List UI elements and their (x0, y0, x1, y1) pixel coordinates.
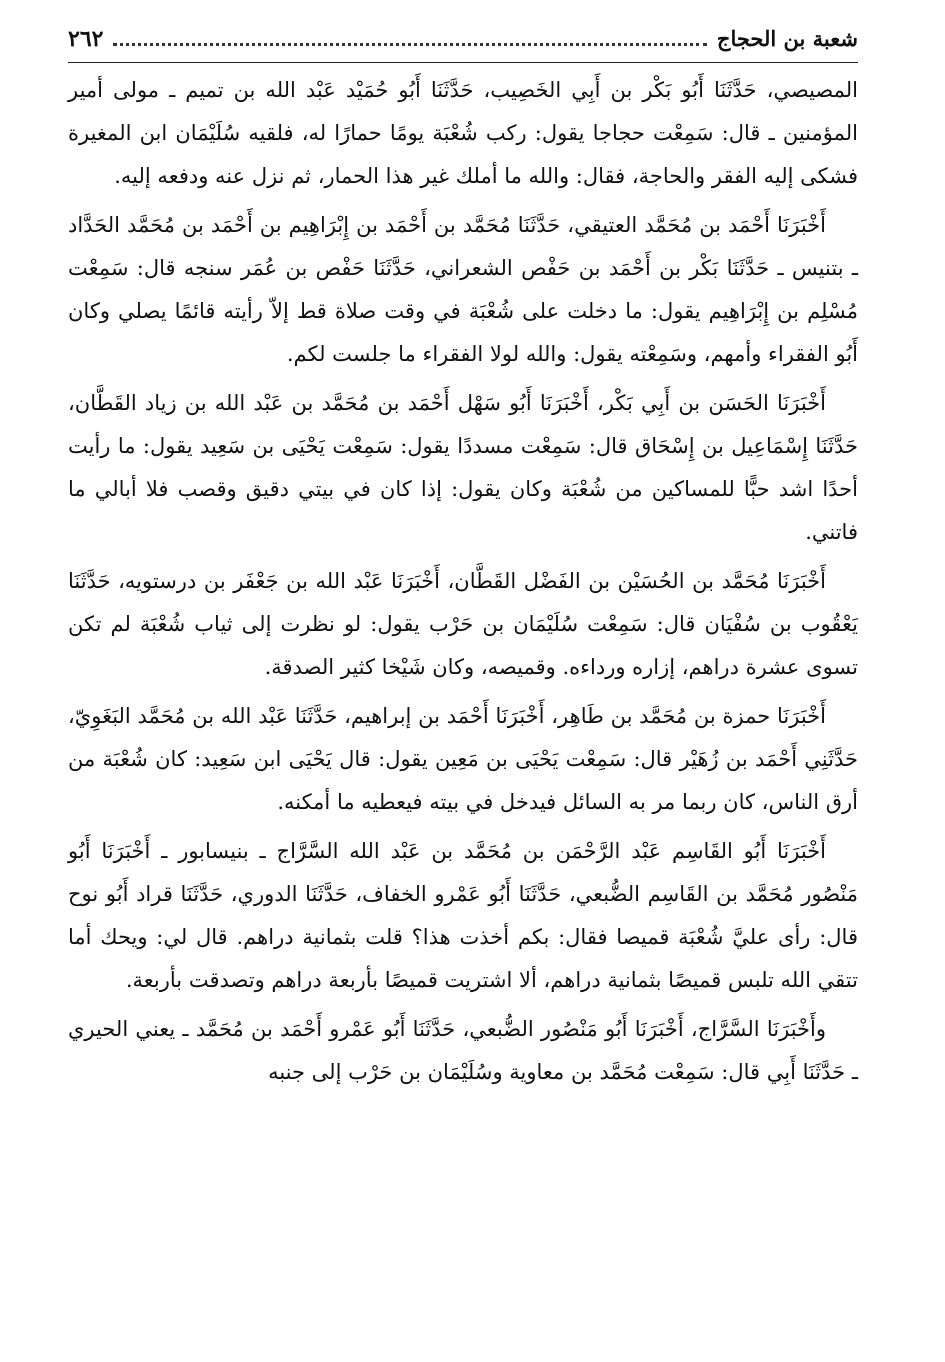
page-number: ٢٦٢ (68, 26, 104, 52)
paragraph-3: أَخْبَرَنَا الحَسَن بن أَبِي بَكْر، أَخْبَرَنَا أَبُو سَهْل أَحْمَد بن مُحَمَّد بن عَبْد الله بن زياد القَطَّان، حَدَّثَنَا إِسْمَاعِيل بن إِسْحَاق قال: سَمِعْت مسددًا يقول: سَمِعْت يَحْيَى بن سَعِيد يقول: ما رأيت أحدًا اشد حبًّا للمساكين من شُعْبَة وكان يقول: إذا كان في بيتي دقيق وقصب فلا أبالي ما فاتني. (68, 391, 858, 544)
paragraph-5: أَخْبَرَنَا حمزة بن مُحَمَّد بن طَاهِر، أَخْبَرَنَا أَحْمَد بن إبراهيم، حَدَّثَنَا عَبْد الله بن مُحَمَّد البَغَوِيّ، حَدَّثَنِي أَحْمَد بن زُهَيْر قال: سَمِعْت يَحْيَى بن مَعِين يقول: قال يَحْيَى ابن سَعِيد: كان شُعْبَة من أرق الناس، كان ربما مر به السائل فيدخل في بيته فيعطيه ما أمكنه. (68, 704, 858, 814)
paragraph-4: أَخْبَرَنَا مُحَمَّد بن الحُسَيْن بن الفَضْل القَطَّان، أَخْبَرَنَا عَبْد الله بن جَعْفَر بن درستويه، حَدَّثَنَا يَعْقُوب بن سُفْيَان قال: سَمِعْت سُلَيْمَان بن حَرْب يقول: لو نظرت إلى ثياب شُعْبَة لم تكن تسوى عشرة دراهم، إزاره ورداءه. وقميصه، وكان شَيْخا كثير الصدقة. (68, 569, 858, 679)
paragraph-6: أَخْبَرَنَا أَبُو القَاسِم عَبْد الرَّحْمَن بن مُحَمَّد بن عَبْد الله السَّرَّاج ـ بنيسابور ـ أَخْبَرَنَا أَبُو مَنْصُور مُحَمَّد بن القَاسِم الضُّبعي، حَدَّثَنَا أَبُو عَمْرو الخفاف، حَدَّثَنَا الدوري، حَدَّثَنَا قراد أَبُو نوح قال: رأى عليَّ شُعْبَة قميصا فقال: بكم أخذت هذا؟ قلت بثمانية دراهم. قال لي: ويحك أما تتقي الله تلبس قميصًا بثمانية دراهم، ألا اشتريت قميصًا بأربعة دراهم وتصدقت بأربعة. (68, 839, 858, 992)
body-text (68, 69, 858, 1094)
leader-dots (113, 43, 706, 46)
chapter-title: شعبة بن الحجاج (716, 26, 858, 51)
running-header (68, 26, 858, 63)
paragraph-2: أَخْبَرَنَا أَحْمَد بن مُحَمَّد العتيقي، حَدَّثَنَا مُحَمَّد بن أَحْمَد بن إِبْرَاهِيم بن أَحْمَد بن مُحَمَّد الحَدَّاد ـ بتنيس ـ حَدَّثَنَا بَكْر بن أَحْمَد بن حَفْص الشعراني، حَدَّثَنَا حَفْص بن عُمَر سنجه قال: سَمِعْت مُسْلِم بن إِبْرَاهِيم يقول: ما دخلت على شُعْبَة في وقت صلاة قط إلاّ رأيته قائمًا يصلي وكان أَبُو الفقراء وأمهم، وسَمِعْته يقول: والله لولا الفقراء ما جلست لكم. (68, 213, 858, 366)
document-page (68, 26, 858, 1336)
paragraph-1: المصيصي، حَدَّثَنَا أَبُو بَكْر بن أَبِي الخَصِيب، حَدَّثَنَا أَبُو حُمَيْد عَبْد الله بن تميم ـ مولى أمير المؤمنين ـ قال: سَمِعْت حجاجا يقول: ركب شُعْبَة يومًا حمارًا له، فلقيه سُلَيْمَان ابن المغيرة فشكى إليه الفقر والحاجة، فقال: والله ما أملك غير هذا الحمار، ثم نزل عنه ودفعه إليه. (68, 78, 858, 188)
paragraph-7: وأَخْبَرَنَا السَّرَّاج، أَخْبَرَنَا أَبُو مَنْصُور الضُّبعي، حَدَّثَنَا أَبُو عَمْرو أَحْمَد بن مُحَمَّد ـ يعني الحيري ـ حَدَّثَنَا أَبِي قال: سَمِعْت مُحَمَّد بن معاوية وسُلَيْمَان بن حَرْب إلى جنبه (68, 1017, 858, 1084)
